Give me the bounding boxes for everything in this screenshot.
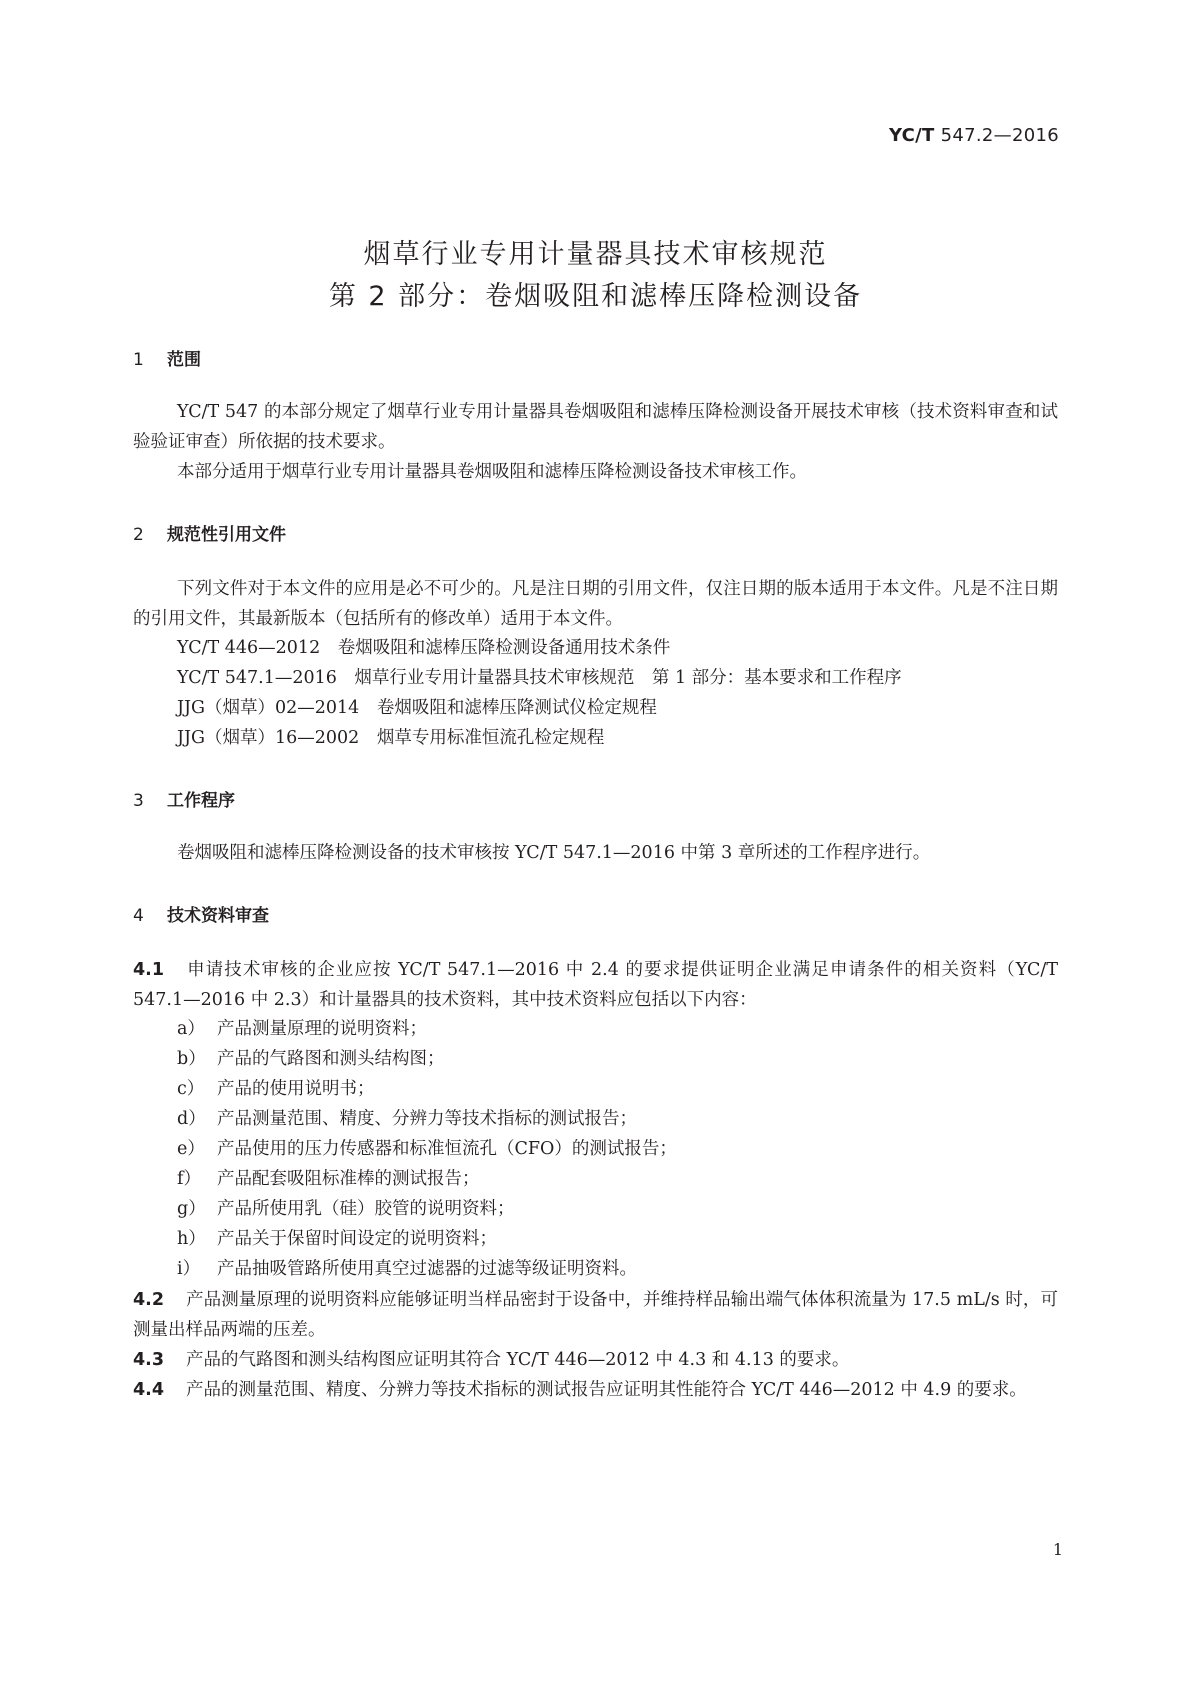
section-3-heading [133,786,235,811]
section-title: 规范性引用文件 [167,525,286,545]
section-4-heading [133,901,269,926]
list-item [177,1045,445,1070]
clause-4-1 [133,955,1058,1015]
list-item [177,1015,427,1040]
clause-text: 产品的测量范围、精度、分辨力等技术指标的测试报告应证明其性能符合 YC/T 446—2012 中 4.9 的要求。 [186,1380,1027,1400]
clause-4-2 [133,1285,1058,1345]
clause-number: 4.3 [133,1350,165,1370]
list-marker: b） [177,1049,206,1069]
standard-number [889,125,1059,146]
section-title: 工作程序 [167,791,235,811]
section-1-paragraph-2: 本部分适用于烟草行业专用计量器具卷烟吸阻和滤棒压降检测设备技术审核工作。 [177,462,807,482]
list-item [177,1195,515,1220]
section-number: 2 [133,525,144,545]
list-text: 产品抽吸管路所使用真空过滤器的过滤等级证明资料。 [217,1259,637,1279]
clause-number: 4.1 [133,960,165,980]
section-title: 范围 [167,350,201,370]
list-text: 产品关于保留时间设定的说明资料； [217,1229,497,1249]
document-subtitle: 第 2 部分：卷烟吸阻和滤棒压降检测设备 [328,281,863,312]
clause-4-4 [133,1375,1058,1405]
clause-number: 4.2 [133,1290,165,1310]
list-marker: a） [177,1019,205,1039]
section-number: 3 [133,791,144,811]
list-item [177,1105,637,1130]
list-text: 产品测量原理的说明资料； [217,1019,427,1039]
section-number: 4 [133,906,144,926]
clause-text: 申请技术审核的企业应按 YC/T 547.1—2016 中 2.4 的要求提供证明企业满足申请条件的相关资料（YC/T 547.1—2016 中 2.3）和计量器具的技术资料，其中技术资料应包括以下内容： [133,960,1058,1010]
list-text: 产品所使用乳（硅）胶管的说明资料； [217,1199,515,1219]
clause-text: 产品测量原理的说明资料应能够证明当样品密封于设备中，并维持样品输出端气体体积流量为 17.5 mL/s 时，可测量出样品两端的压差。 [133,1290,1058,1340]
document-title: 烟草行业专用计量器具技术审核规范 [363,239,828,270]
page-number: 1 [1052,1540,1063,1559]
clause-number: 4.4 [133,1380,165,1400]
list-text: 产品的使用说明书； [217,1079,375,1099]
list-item [177,1225,497,1250]
reference-item: YC/T 446—2012 卷烟吸阻和滤棒压降检测设备通用技术条件 [177,638,671,658]
list-text: 产品配套吸阻标准棒的测试报告； [217,1169,480,1189]
section-2-paragraph-1: 下列文件对于本文件的应用是必不可少的。凡是注日期的引用文件，仅注日期的版本适用于本文件。凡是不注日期的引用文件，其最新版本（包括所有的修改单）适用于本文件。 [133,579,1058,629]
standard-code: 547.2—2016 [940,125,1059,146]
section-2-heading [133,520,286,545]
list-item [177,1135,677,1160]
list-text: 产品测量范围、精度、分辨力等技术指标的测试报告； [217,1109,637,1129]
list-item [177,1075,375,1100]
list-marker: d） [177,1109,206,1129]
list-item [177,1255,637,1280]
list-item [177,1165,480,1190]
reference-item: JJG（烟草）16—2002 烟草专用标准恒流孔检定规程 [177,728,605,748]
list-marker: c） [177,1079,205,1099]
section-3-paragraph-1: 卷烟吸阻和滤棒压降检测设备的技术审核按 YC/T 547.1—2016 中第 3 章所述的工作程序进行。 [177,843,931,863]
standard-prefix: YC/T [888,125,935,146]
reference-item: YC/T 547.1—2016 烟草行业专用计量器具技术审核规范 第 1 部分：基本要求和工作程序 [177,668,902,688]
list-marker: f） [177,1169,201,1189]
list-text: 产品使用的压力传感器和标准恒流孔（CFO）的测试报告； [217,1139,677,1159]
list-marker: h） [177,1229,206,1249]
clause-text: 产品的气路图和测头结构图应证明其符合 YC/T 446—2012 中 4.3 和 4.13 的要求。 [186,1350,850,1370]
list-marker: i） [177,1259,201,1279]
reference-item: JJG（烟草）02—2014 卷烟吸阻和滤棒压降测试仪检定规程 [177,698,657,718]
clause-4-3 [133,1345,1058,1375]
section-1-paragraph-1: YC/T 547 的本部分规定了烟草行业专用计量器具卷烟吸阻和滤棒压降检测设备开展技术审核（技术资料审查和试验验证审查）所依据的技术要求。 [133,402,1058,452]
section-1-heading [133,345,201,370]
list-marker: g） [177,1199,206,1219]
section-number: 1 [133,350,144,370]
list-marker: e） [177,1139,205,1159]
list-text: 产品的气路图和测头结构图； [217,1049,445,1069]
section-title: 技术资料审查 [167,906,269,926]
